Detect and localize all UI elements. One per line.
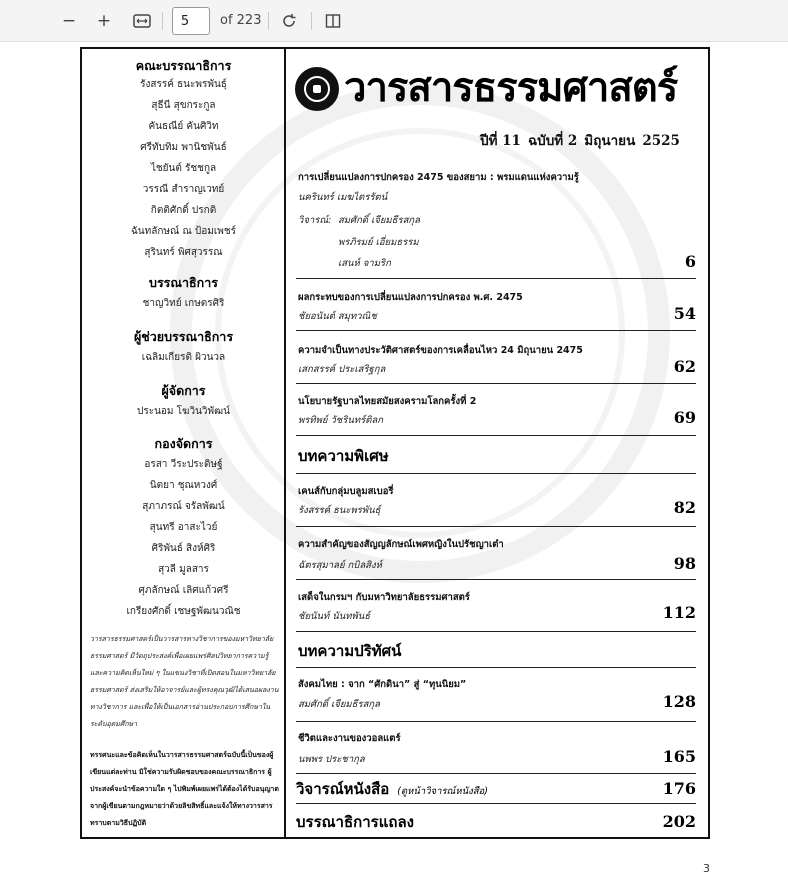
toc-page-number: 69 xyxy=(673,408,696,427)
editor-heading: บรรณาธิการ xyxy=(149,275,218,290)
column-divider xyxy=(284,47,286,839)
journal-description: วารสารธรรมศาสตร์เป็นวารสารทางวิชาการของมหาวิทยาลัยธรรมศาสตร์ มีวัตถุประสงค์เพื่อเผยแพร่ศิลปวิทยาการความรู้และความคิดเห็นใหม่ ๆ ในแขนงวิชาที่เปิดสอนในมหาวิทยาลัยธรรมศาสตร์ ส่งเสริมให้อาจารย์และผู้ทรงคุณวุฒิได้เสนอผลงานทางวิชาการ และเพื่อให้เป็นเอกสารอ่านประกอบการศึกษาในระดับอุดมศึกษา xyxy=(90,635,279,728)
issue-year: 2525 xyxy=(642,133,680,149)
toc-comment-label: วิจารณ์: xyxy=(298,215,332,226)
toc-page-number: 6 xyxy=(684,252,696,271)
page-footer-number: 3 xyxy=(703,862,710,875)
toc-page-number: 54 xyxy=(673,304,696,323)
management-heading: กองจัดการ xyxy=(154,436,213,451)
book-review-label: วิจารณ์หนังสือ xyxy=(296,780,390,798)
toc-article-author: สมศักดิ์ เจียมธีรสกุล xyxy=(298,699,380,710)
toc-article-title: เสด็จในกรมฯ กับมหาวิทยาลัยธรรมศาสตร์ xyxy=(298,592,470,603)
toc-rule xyxy=(296,435,696,436)
page-number-input[interactable] xyxy=(172,7,210,35)
toc-article-title: ความจำเป็นทางประวัติศาสตร์ของการเคลื่อนไหว 24 มิถุนายน 2475 xyxy=(298,345,583,356)
toc-article-author: เสกสรรค์ ประเสริฐกุล xyxy=(298,364,386,375)
toc-article-author: ชัยนันท์ นันทพันธ์ xyxy=(298,611,371,622)
toc-rule xyxy=(296,278,696,279)
toc-article-title: ผลกระทบของการเปลี่ยนแปลงการปกครอง พ.ศ. 2475 xyxy=(298,292,523,303)
toc-article-author: นครินทร์ เมฆไตรรัตน์ xyxy=(298,192,388,203)
university-seal-logo xyxy=(295,67,339,111)
staff-name: ศรีทับทิม พานิชพันธ์ xyxy=(140,142,227,153)
two-page-view-icon[interactable] xyxy=(320,8,346,34)
toc-page-number: 176 xyxy=(662,779,696,798)
book-review-heading xyxy=(296,777,488,801)
staff-name: กิตติศักดิ์ ปรกติ xyxy=(150,205,217,216)
issue-month: มิถุนายน xyxy=(584,133,636,149)
toc-article-title: การเปลี่ยนแปลงการปกครอง 2475 ของสยาม : พรมแดนแห่งความรู้ xyxy=(298,172,579,183)
toc-rule xyxy=(296,383,696,384)
section-heading-review: บทความปริทัศน์ xyxy=(298,642,402,660)
staff-name: สุนทรี อาสะไวย์ xyxy=(149,522,218,533)
toc-article-author: พรทิพย์ วัชรินทร์ติลก xyxy=(298,415,383,426)
toolbar-divider xyxy=(162,12,163,30)
issue-number: ฉบับที่ 2 xyxy=(527,133,578,149)
toc-article-author: รังสรรค์ ธนะพรพันธุ์ xyxy=(298,505,381,516)
toc-rule xyxy=(296,803,696,804)
toc-rule xyxy=(296,473,696,474)
pdf-page xyxy=(0,43,788,887)
toc-rule xyxy=(296,579,696,580)
toc-article-author: ฉัตรสุมาลย์ กบิลสิงห์ xyxy=(298,560,382,571)
journal-title: วารสารธรรมศาสตร์ xyxy=(344,64,678,111)
rotate-icon[interactable] xyxy=(276,8,302,34)
journal-disclaimer: ทรรศนะและข้อคิดเห็นในวารสารธรรมศาสตร์ฉบับนี้เป็นของผู้เขียนแต่ละท่าน มิใช่ความรับผิดชอบของคณะบรรณาธิการ ผู้ประสงค์จะนำข้อความใด ๆ ไปพิมพ์เผยแพร่ได้ต้องได้รับอนุญาตจากผู้เขียนตามกฎหมายว่าด้วยลิขสิทธิ์และแจ้งให้ทางวารสารทราบตามวิธีปฏิบัติ xyxy=(90,751,279,827)
toc-commenter: พรภิรมย์ เอี่ยมธรรม xyxy=(338,237,419,248)
toc-rule xyxy=(296,667,696,668)
toc-page-number: 82 xyxy=(673,498,696,517)
staff-name: อรสา วีระประดิษฐ์ xyxy=(144,459,223,470)
toc-rule xyxy=(296,526,696,527)
toc-page-number: 128 xyxy=(662,692,696,711)
fit-width-icon[interactable] xyxy=(129,8,155,34)
toc-rule xyxy=(296,721,696,722)
book-review-note: (ดูหน้าวิจารณ์หนังสือ) xyxy=(397,786,488,797)
pdf-toolbar xyxy=(0,0,788,42)
staff-name: ไชยันต์ รัชชกูล xyxy=(150,163,217,174)
staff-name: เกรียงศักดิ์ เชษฐพัฒนวณิช xyxy=(126,606,241,617)
staff-name: ศิริพันธ์ สิงห์ศิริ xyxy=(151,543,216,554)
issue-info xyxy=(480,129,687,151)
manager-heading: ผู้จัดการ xyxy=(161,383,206,398)
toc-rule xyxy=(296,330,696,331)
staff-name: สุวลี มูลสาร xyxy=(158,564,209,575)
section-heading-special: บทความพิเศษ xyxy=(298,447,389,465)
staff-name: เฉลิมเกียรติ ผิวนวล xyxy=(141,352,226,363)
staff-name: สุธีนี สุขกระกูล xyxy=(151,100,216,111)
toc-rule xyxy=(296,631,696,632)
staff-name: ประนอม โฆวินวิพัฒน์ xyxy=(136,406,231,417)
toc-article-title: ชีวิตและงานของวอลแตร์ xyxy=(298,733,401,744)
staff-name: สุภาภรณ์ จรัลพัฒน์ xyxy=(142,501,225,512)
assistant-editor-heading: ผู้ช่วยบรรณาธิการ xyxy=(133,329,234,344)
staff-name: ชาญวิทย์ เกษตรศิริ xyxy=(142,298,225,309)
toc-commenter: สมศักดิ์ เจียมธีรสกุล xyxy=(338,215,420,226)
toc-article-title: สังคมไทย : จาก “ศักดินา” สู่ “ทุนนิยม” xyxy=(298,679,467,690)
editor-note-heading: บรรณาธิการแถลง xyxy=(296,813,414,831)
issue-volume: ปีที่ 11 xyxy=(480,133,521,149)
editorial-board-heading: คณะบรรณาธิการ xyxy=(135,58,232,73)
toolbar-divider xyxy=(268,12,269,30)
toc-page-number: 112 xyxy=(662,603,696,622)
toc-page-number: 62 xyxy=(673,357,696,376)
zoom-in-icon[interactable]: + xyxy=(96,11,112,31)
toc-article-author: นพพร ประชากุล xyxy=(298,754,365,765)
toc-article-author: ชัยอนันต์ สมุทวณิช xyxy=(298,311,377,322)
staff-name: ศุภลักษณ์ เลิศแก้วศรี xyxy=(138,585,229,596)
toolbar-divider xyxy=(311,12,312,30)
toc-page-number: 98 xyxy=(673,554,696,573)
staff-name: นิตยา ชุณหวงศ์ xyxy=(149,480,218,491)
toc-commenter: เสนห์ จามริก xyxy=(338,258,391,269)
page-count-label: of 223 xyxy=(220,13,262,28)
staff-name: สุรินทร์ พิศสุวรรณ xyxy=(144,247,223,258)
toc-rule xyxy=(296,773,696,774)
toc-article-title: ความสำคัญของสัญญลักษณ์เพศหญิงในปรัชญาเต๋า xyxy=(298,539,504,550)
zoom-out-icon[interactable]: − xyxy=(61,11,77,31)
staff-name: รังสรรค์ ธนะพรพันธุ์ xyxy=(140,79,227,90)
toc-article-title: เคนส์กับกลุ่มบลูมสเบอรี่ xyxy=(298,486,394,497)
staff-name: ฉันทลักษณ์ ณ ป้อมเพชร์ xyxy=(130,226,237,237)
toc-article-title: นโยบายรัฐบาลไทยสมัยสงครามโลกครั้งที่ 2 xyxy=(298,396,477,407)
staff-name: วรรณี สำราญเวทย์ xyxy=(142,184,225,195)
staff-name: คันธณีย์ คันศิวิท xyxy=(148,121,219,132)
toc-page-number: 165 xyxy=(662,747,696,766)
toc-page-number: 202 xyxy=(662,812,696,831)
